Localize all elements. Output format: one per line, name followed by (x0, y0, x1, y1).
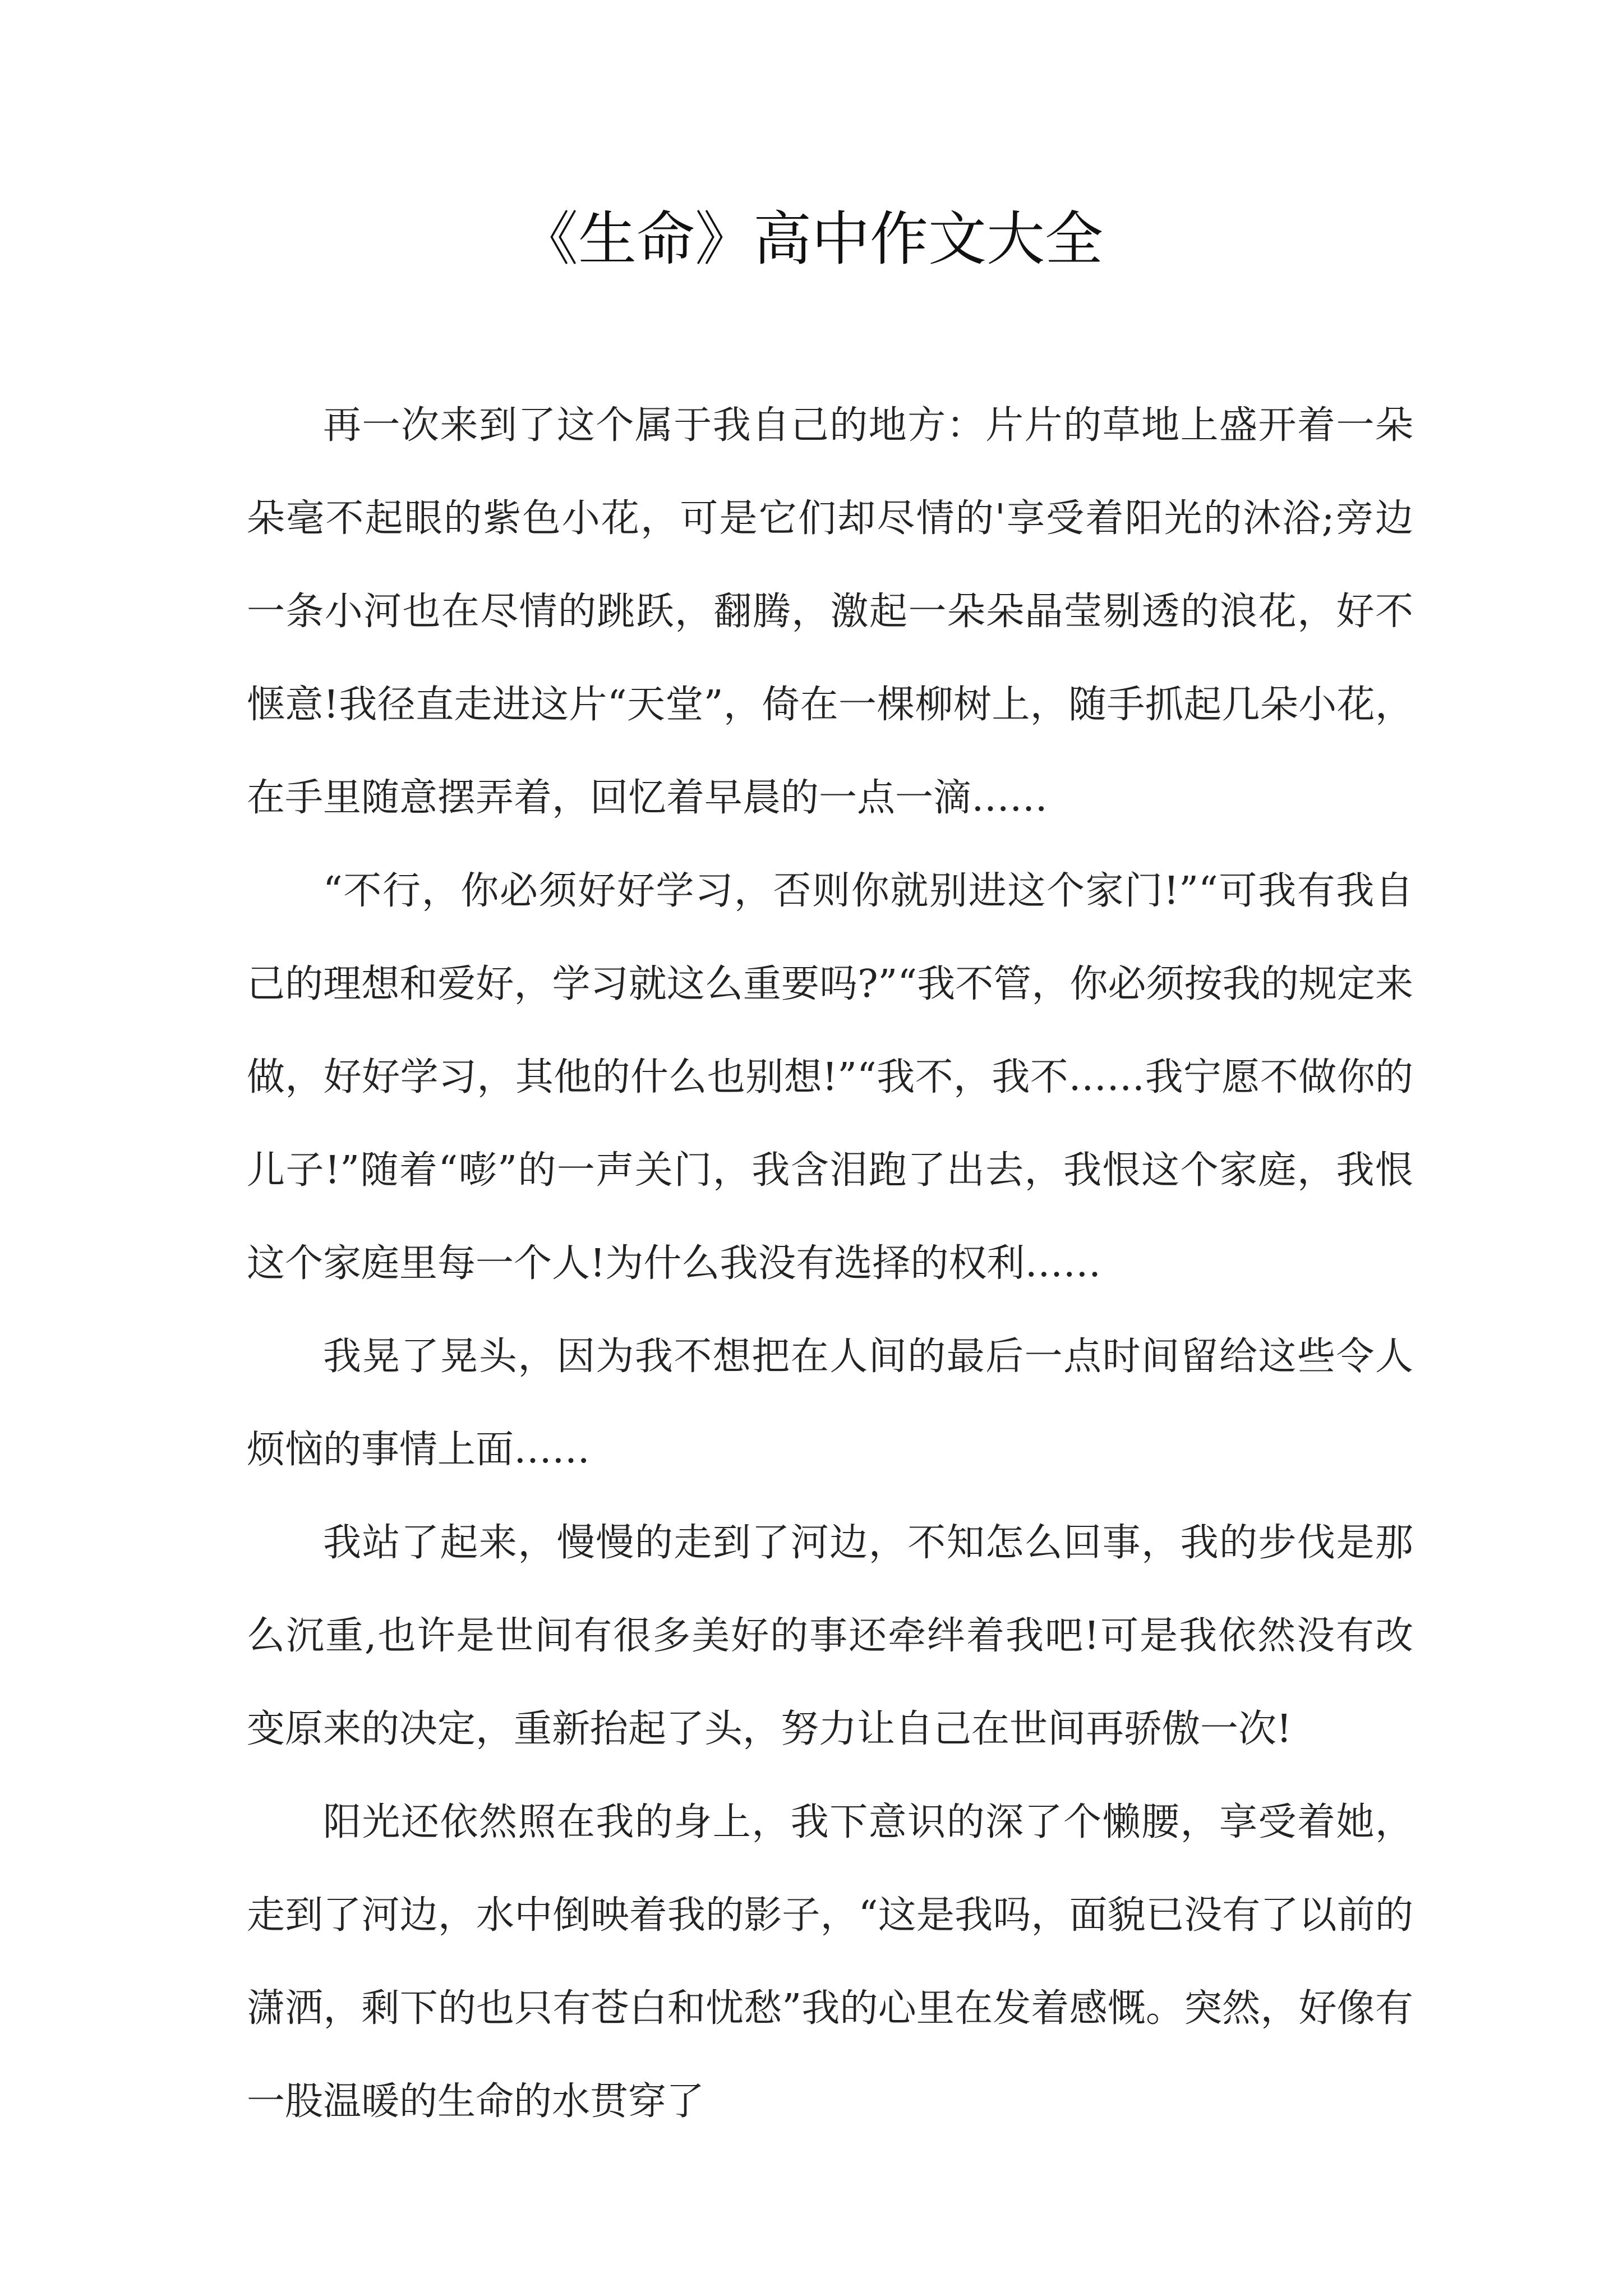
paragraph: 我晃了晃头，因为我不想把在人间的最后一点时间留给这些令人烦恼的事情上面…… (247, 1335, 1413, 1472)
document-title: 《生命》高中作文大全 (519, 205, 1103, 273)
paragraph: 阳光还依然照在我的身上，我下意识的深了个懒腰，享受着她，走到了河边，水中倒映着我的影子，“这是我吗，面貌已没有了以前的潇洒，剩下的也只有苍白和忧愁”我的心里在发着感慨。突然，好像有一股温暖的生命的水贯穿了 (247, 1800, 1413, 2124)
paragraph: 我站了起来，慢慢的走到了河边，不知怎么回事，我的步伐是那么沉重,也许是世间有很多美好的事还牵绊着我吧!可是我依然没有改变原来的决定，重新抬起了头，努力让自己在世间再骄傲一次! (247, 1521, 1413, 1751)
paragraph: “不行，你必须好好学习，否则你就别进这个家门!”“可我有我自己的理想和爱好，学习就这么重要吗?”“我不管，你必须按我的规定来做，好好学习，其他的什么也别想!”“我不，我不……我宁愿不做你的儿子!”随着“嘭”的一声关门，我含泪跑了出去，我恨这个家庭，我恨这个家庭里每一个人!为什么我没有选择的权利…… (247, 869, 1413, 1286)
document-body (247, 379, 1413, 2148)
paragraph: 再一次来到了这个属于我自己的地方：片片的草地上盛开着一朵朵毫不起眼的紫色小花，可是它们却尽情的'享受着阳光的沐浴;旁边一条小河也在尽情的跳跃，翻腾，激起一朵朵晶莹剔透的浪花，好不惬意!我径直走进这片“天堂”，倚在一棵柳树上，随手抓起几朵小花，在手里随意摆弄着，回忆着早晨的一点一滴…… (247, 403, 1413, 820)
